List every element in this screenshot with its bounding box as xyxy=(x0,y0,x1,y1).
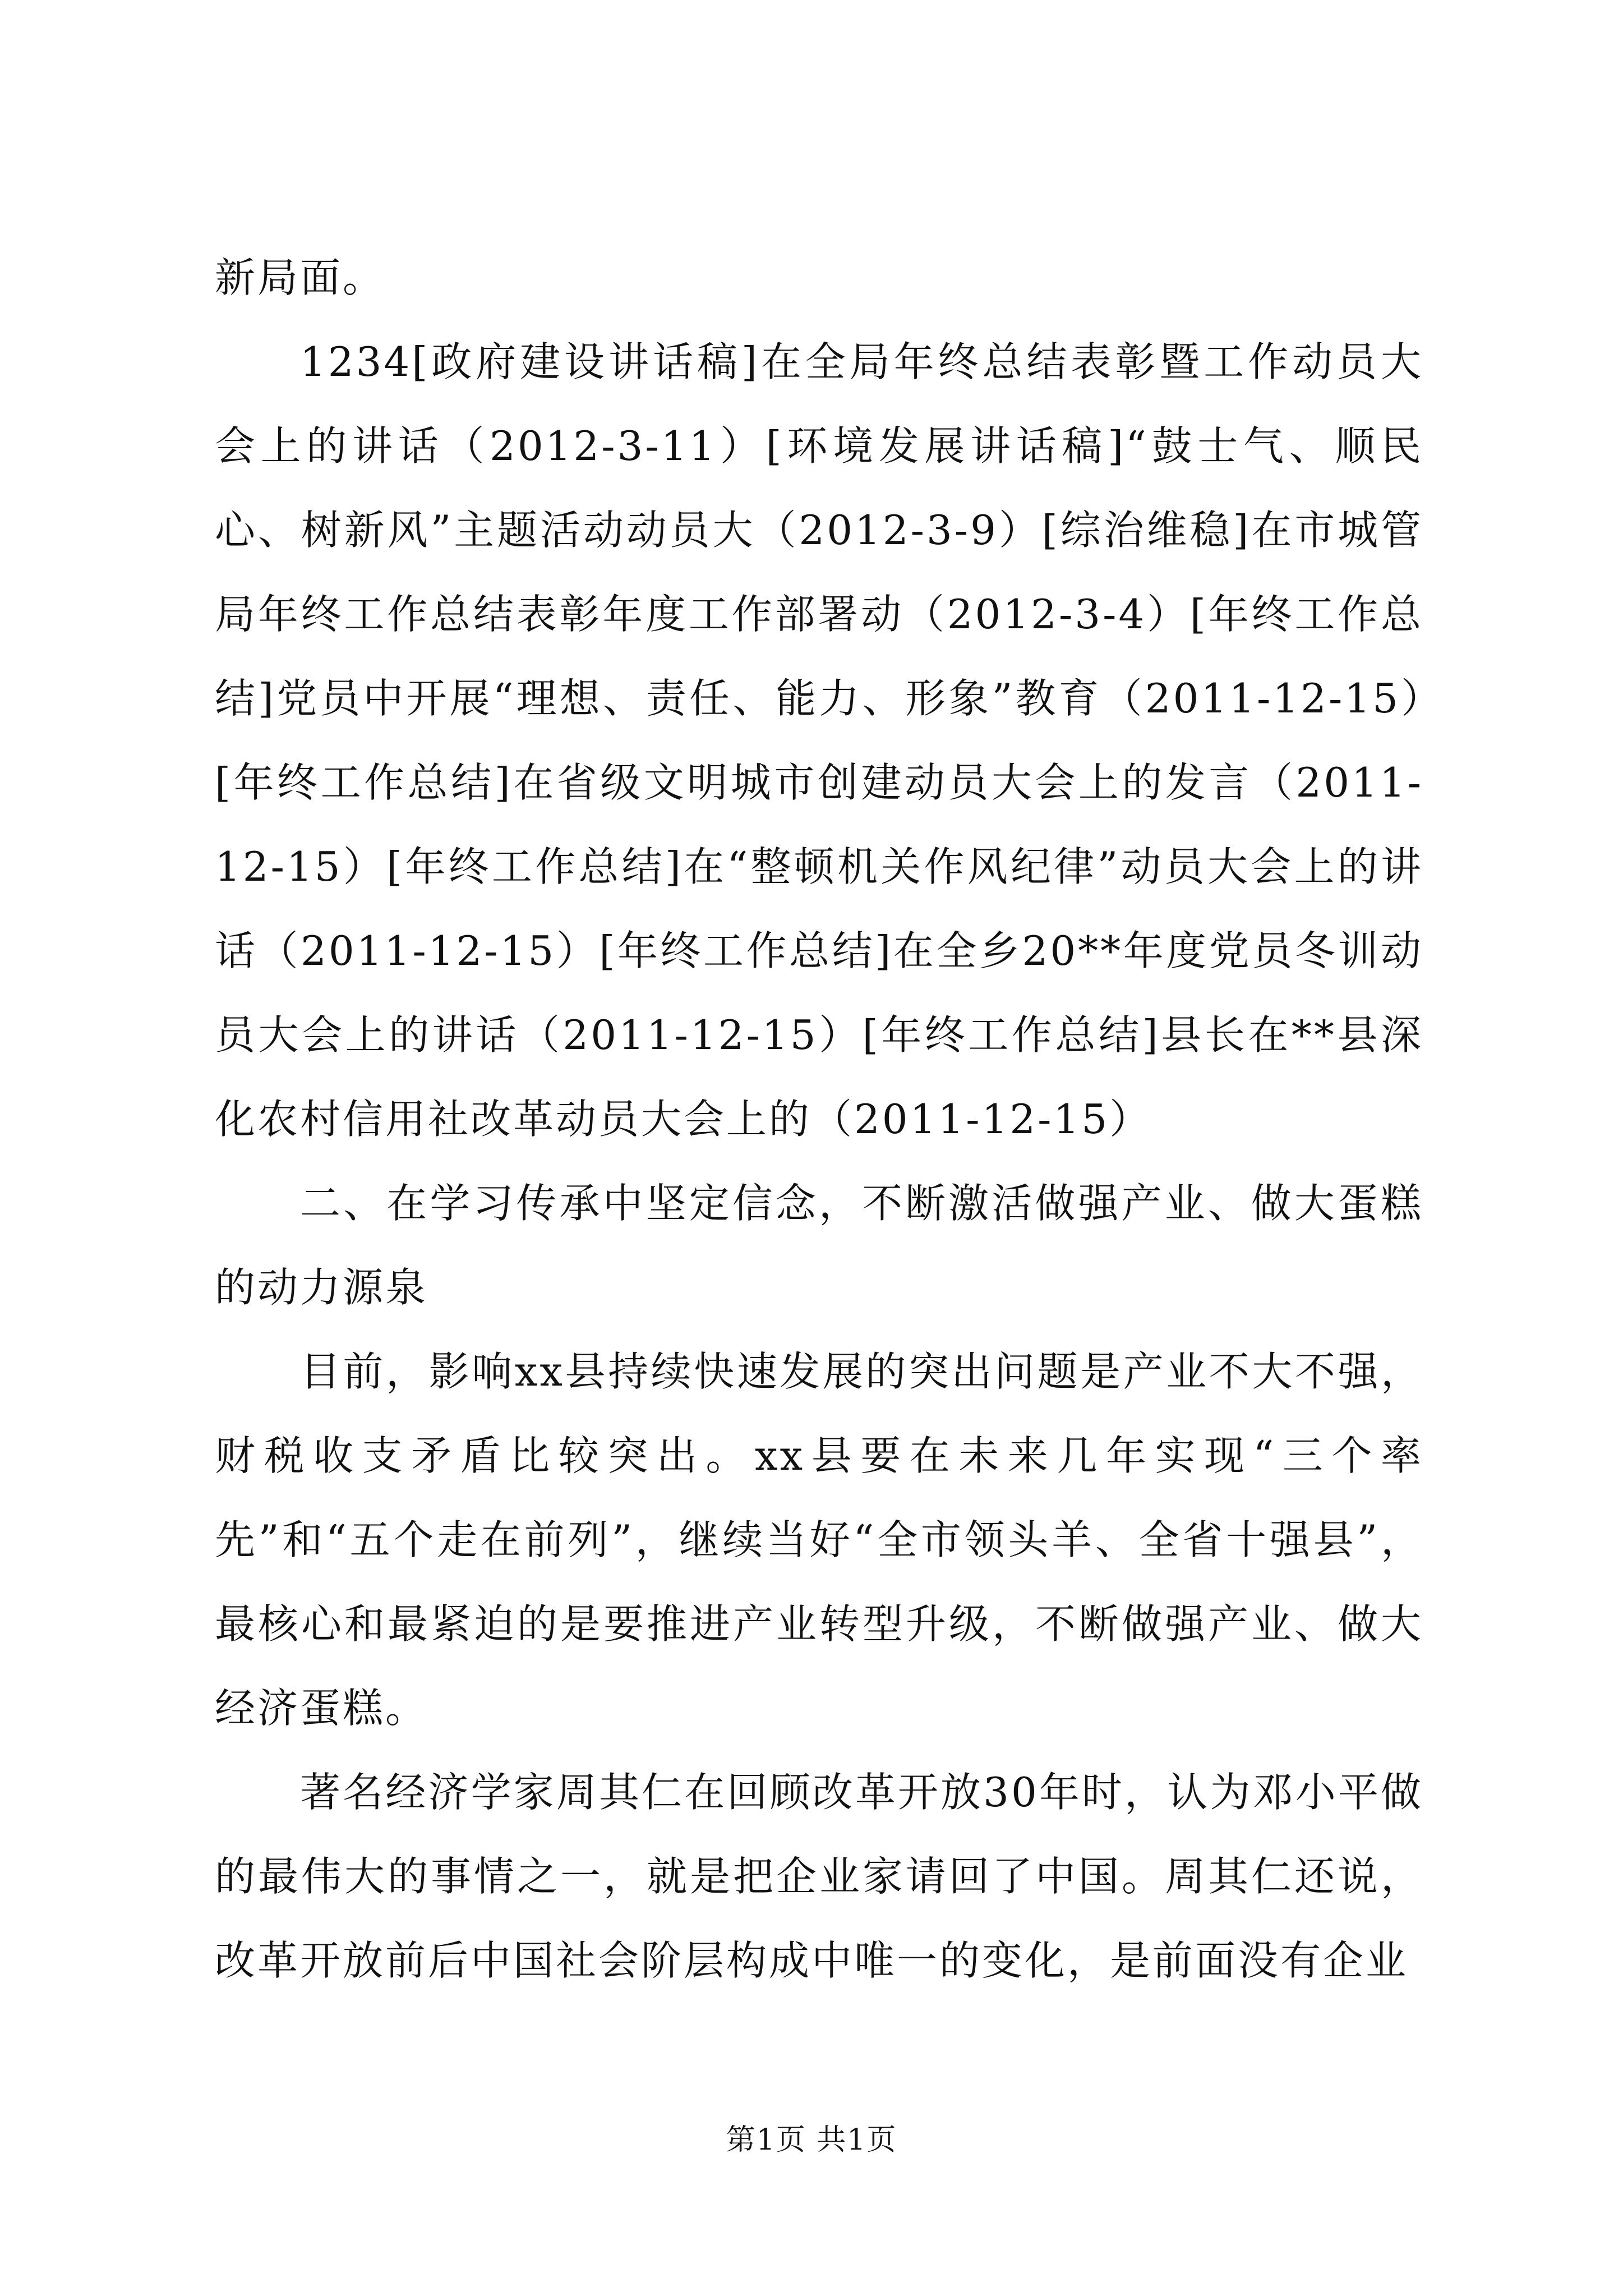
page-footer: 第1页 共1页 xyxy=(726,2123,897,2157)
section-heading-two: 二、在学习传承中坚定信念，不断激活做强产业、做大蛋糕的动力源泉 xyxy=(215,1180,1423,1311)
paragraph-continuation: 新局面。 xyxy=(215,254,386,301)
paragraph-speech-list: 1234[政府建设讲话稿]在全局年终总结表彰暨工作动员大会上的讲话（2012-3-11）[环境发展讲话稿]“鼓士气、顺民心、树新风”主题活动动员大（2012-3-9）[综治维稳]在市城管局年终工作总结表彰年度工作部署动（2012-3-4）[年终工作总结]党员中开展“理想、责任、能力、形象”教育（2011-12-15）[年终工作总结]在省级文明城市创建动员大会上的发言（2011-12-15）[年终工作总结]在“整顿机关作风纪律”动员大会上的讲话（2011-12-15）[年终工作总结]在全乡20**年度党员冬训动员大会上的讲话（2011-12-15）[年终工作总结]县长在**县深化农村信用社改革动员大会上的（2011-12-15） xyxy=(215,338,1423,1143)
paragraph-current-issues: 目前，影响xx县持续快速发展的突出问题是产业不大不强，财税收支矛盾比较突出。xx县要在未来几年实现“三个率先”和“五个走在前列”，继续当好“全市领头羊、全省十强县”，最核心和最紧迫的是要推进产业转型升级，不断做强产业、做大经济蛋糕。 xyxy=(215,1348,1423,1732)
paragraph-economist-quote: 著名经济学家周其仁在回顾改革开放30年时，认为邓小平做的最伟大的事情之一，就是把企业家请回了中国。周其仁还说，改革开放前后中国社会阶层构成中唯一的变化，是前面没有企业 xyxy=(215,1769,1423,1984)
document-body xyxy=(215,236,1423,2003)
